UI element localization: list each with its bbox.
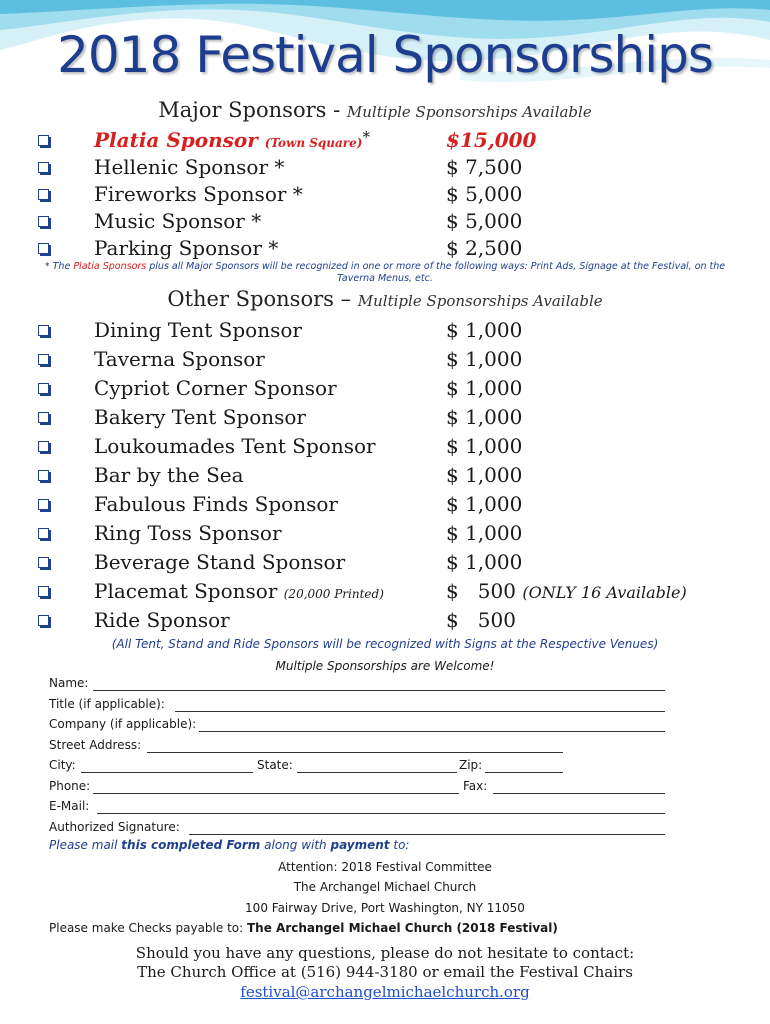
form-row-email: E-Mail: bbox=[49, 799, 665, 815]
sponsor-name: Fabulous Finds Sponsor bbox=[94, 492, 338, 516]
list-item bbox=[38, 182, 738, 210]
festival-email-link[interactable]: festival@archangelmichaelchurch.org bbox=[240, 983, 530, 1001]
attention-line: Attention: 2018 Festival Committee bbox=[278, 860, 492, 874]
zip-field[interactable] bbox=[485, 772, 563, 773]
form-row-signature: Authorized Signature: bbox=[49, 820, 665, 836]
checkbox-icon[interactable] bbox=[38, 135, 49, 146]
form-row-street: Street Address: bbox=[49, 738, 563, 754]
checkbox-icon[interactable] bbox=[38, 412, 49, 423]
sponsor-price: $ 1,000 bbox=[446, 318, 523, 342]
other-sponsors-heading: Other Sponsors – Multiple Sponsorships Available bbox=[167, 287, 603, 311]
sponsor-price: $ 5,000 bbox=[446, 209, 523, 233]
sponsor-name: Fireworks Sponsor * bbox=[94, 182, 303, 206]
checkbox-icon[interactable] bbox=[38, 189, 49, 200]
email-field[interactable] bbox=[97, 813, 665, 814]
list-item bbox=[38, 155, 738, 183]
city-field[interactable] bbox=[81, 772, 253, 773]
sponsor-price: $ 1,000 bbox=[446, 347, 523, 371]
recognition-note: (All Tent, Stand and Ride Sponsors will be recognized with Signs at the Respective Venues) bbox=[111, 637, 659, 651]
sponsor-name: Dining Tent Sponsor bbox=[94, 318, 302, 342]
list-item bbox=[38, 236, 738, 264]
sponsor-price: $ 1,000 bbox=[446, 463, 523, 487]
major-sponsors-heading: Major Sponsors - Multiple Sponsorships Available bbox=[158, 98, 592, 122]
sponsor-price: $ 7,500 bbox=[446, 155, 523, 179]
checkbox-icon[interactable] bbox=[38, 557, 49, 568]
checkbox-icon[interactable] bbox=[38, 528, 49, 539]
checkbox-icon[interactable] bbox=[38, 441, 49, 452]
list-item bbox=[38, 434, 738, 462]
title-field[interactable] bbox=[175, 711, 665, 712]
checkbox-icon[interactable] bbox=[38, 243, 49, 254]
street-field[interactable] bbox=[147, 752, 563, 753]
list-item bbox=[38, 405, 738, 433]
form-row-name: Name: bbox=[49, 676, 665, 692]
list-item bbox=[38, 492, 738, 520]
form-row-phone: Phone: Fax: bbox=[49, 779, 665, 795]
form-row-title: Title (if applicable): bbox=[49, 697, 665, 713]
sponsor-name: Parking Sponsor * bbox=[94, 236, 279, 260]
list-item bbox=[38, 521, 738, 549]
sponsor-price: $ 2,500 bbox=[446, 236, 523, 260]
list-item bbox=[38, 209, 738, 237]
checkbox-icon[interactable] bbox=[38, 470, 49, 481]
company-field[interactable] bbox=[199, 731, 665, 732]
sponsor-name: Loukoumades Tent Sponsor bbox=[94, 434, 376, 458]
list-item bbox=[38, 463, 738, 491]
form-row-city: City: State: Zip: bbox=[49, 758, 563, 774]
list-item bbox=[38, 376, 738, 404]
sponsor-name: Cypriot Corner Sponsor bbox=[94, 376, 337, 400]
sponsor-price: $ 1,000 bbox=[446, 521, 523, 545]
contact-line-2: The Church Office at (516) 944-3180 or email the Festival Chairs bbox=[137, 963, 633, 981]
sponsor-price: $ 1,000 bbox=[446, 550, 523, 574]
contact-line-1: Should you have any questions, please do not hesitate to contact: bbox=[135, 944, 635, 962]
sponsor-price: $ 1,000 bbox=[446, 492, 523, 516]
contact-email-row bbox=[0, 983, 770, 1001]
phone-field[interactable] bbox=[93, 793, 459, 794]
checkbox-icon[interactable] bbox=[38, 162, 49, 173]
page-title: 2018 Festival Sponsorships bbox=[57, 26, 713, 84]
state-field[interactable] bbox=[297, 772, 457, 773]
sponsor-name: Music Sponsor * bbox=[94, 209, 262, 233]
welcome-note: Multiple Sponsorships are Welcome! bbox=[275, 659, 495, 673]
form-row-company: Company (if applicable): bbox=[49, 717, 665, 733]
sponsor-name: Platia Sponsor (Town Square)* bbox=[94, 128, 370, 152]
signature-field[interactable] bbox=[189, 834, 665, 835]
major-footnote: * The Platia Sponsors plus all Major Sponsors will be recognized in one or more of the following ways: Print Ads, Signage at the Festival, on the Taverna Menus, etc. bbox=[44, 261, 726, 284]
checkbox-icon[interactable] bbox=[38, 586, 49, 597]
sponsor-price: $ 5,000 bbox=[446, 182, 523, 206]
sponsor-name: Ride Sponsor bbox=[94, 608, 230, 632]
sponsor-price: $15,000 bbox=[446, 128, 537, 152]
sponsor-name: Taverna Sponsor bbox=[94, 347, 265, 371]
list-item bbox=[38, 579, 738, 607]
list-item bbox=[38, 128, 738, 156]
sponsor-name: Hellenic Sponsor * bbox=[94, 155, 285, 179]
checkbox-icon[interactable] bbox=[38, 615, 49, 626]
sponsor-price: $ 1,000 bbox=[446, 376, 523, 400]
checks-payable: Please make Checks payable to: The Archangel Michael Church (2018 Festival) bbox=[49, 921, 558, 935]
checkbox-icon[interactable] bbox=[38, 354, 49, 365]
church-address: 100 Fairway Drive, Port Washington, NY 11050 bbox=[245, 901, 525, 915]
checkbox-icon[interactable] bbox=[38, 499, 49, 510]
checkbox-icon[interactable] bbox=[38, 383, 49, 394]
list-item bbox=[38, 347, 738, 375]
sponsor-price: $ 1,000 bbox=[446, 434, 523, 458]
sponsor-price: $ 500 (ONLY 16 Available) bbox=[446, 579, 687, 603]
list-item bbox=[38, 318, 738, 346]
sponsor-name: Beverage Stand Sponsor bbox=[94, 550, 346, 574]
sponsor-name: Bar by the Sea bbox=[94, 463, 244, 487]
sponsor-price: $ 1,000 bbox=[446, 405, 523, 429]
fax-field[interactable] bbox=[493, 793, 665, 794]
sponsor-price: $ 500 bbox=[446, 608, 516, 632]
sponsor-name: Ring Toss Sponsor bbox=[94, 521, 282, 545]
mail-instructions: Please mail this completed Form along with payment to: bbox=[49, 838, 410, 852]
list-item bbox=[38, 550, 738, 578]
list-item bbox=[38, 608, 738, 636]
checkbox-icon[interactable] bbox=[38, 216, 49, 227]
sponsor-name: Placemat Sponsor (20,000 Printed) bbox=[94, 579, 384, 603]
church-name: The Archangel Michael Church bbox=[293, 880, 477, 894]
sponsor-name: Bakery Tent Sponsor bbox=[94, 405, 306, 429]
checkbox-icon[interactable] bbox=[38, 325, 49, 336]
name-field[interactable] bbox=[93, 690, 665, 691]
